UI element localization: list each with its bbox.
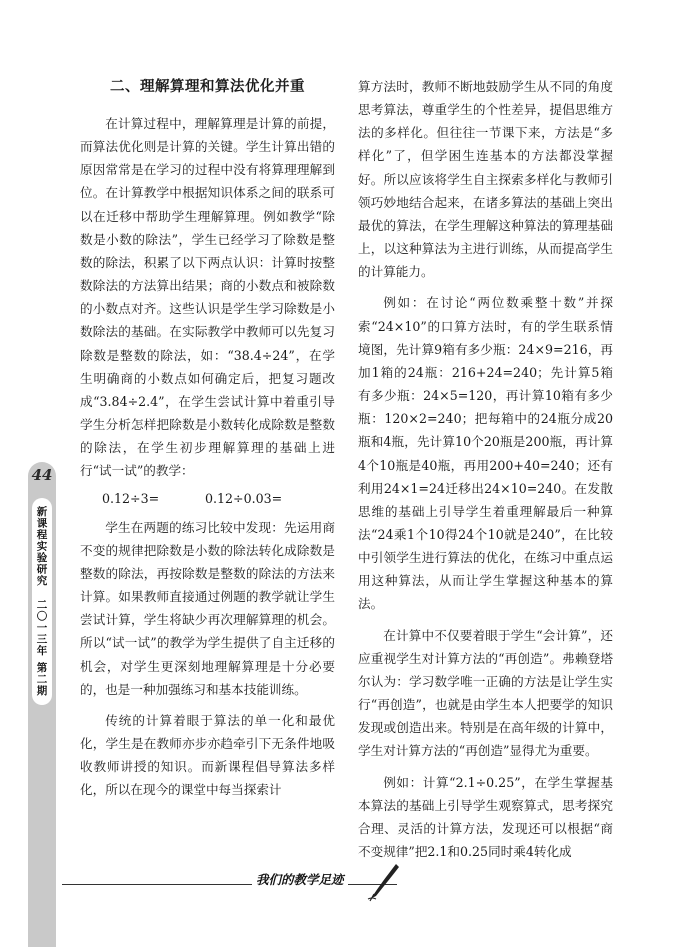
journal-label <box>32 498 52 705</box>
right-paragraph-1: 算方法时，教师不断地鼓励学生从不同的角度思考算法，尊重学生的个性差异，提倡思维方法的多样化。但往往一节课下来，方法是“多样化”了，但学困生连基本的方法都没掌握好。所以应该将学生自主探索多样化与教师引领巧妙地结合起来，在诸多算法的基础上突出最优的算法，在学生理解这种算法的算理基础上，以这种算法为主进行训练，从而提高学生的计算能力。 <box>358 79 613 280</box>
issue-number: 第二期 <box>35 662 48 697</box>
left-paragraph-2: 学生在两题的练习比较中发现：先运用商不变的规律把除数是小数的除法转化成除数是整数的除法，再按除数是整数的除法的方法来计算。如果教师直接通过例题的教学就让学生尝试计算，学生将缺少再次理解算理的机会。所以“试一试”的教学为学生提供了自主迁移的机会，对学生更深刻地理解算理是十分必要的，也是一种加强练习和基本技能训练。 <box>80 519 335 697</box>
formula-line <box>80 487 335 510</box>
left-paragraph-3: 传统的计算着眼于算法的单一化和最优化，学生是在教师亦步亦趋牵引下无条件地吸收教师讲授的知识。而新课程倡导算法多样化，所以在现今的课堂中每当探索计 <box>80 712 335 798</box>
left-column <box>80 112 335 802</box>
formula-2: 0.12÷0.03= <box>205 490 283 506</box>
issue-year: 二〇一三年 <box>35 598 48 656</box>
section-title: 二、理解算理和算法优化并重 <box>110 79 305 95</box>
right-paragraph-2: 例如：在讨论“两位数乘整十数”并探索“24×10”的口算方法时，有的学生联系情境图，先计算9箱有多少瓶：24×9=216，再加1箱的24瓶：216+24=240；先计算5箱有多少瓶：24×5=120，再计算10箱有多少瓶：120×2=240；把每箱中的24瓶分成20瓶和4瓶，先计算10个20瓶是200瓶，再计算4个10瓶是40瓶，再用200+40=240；还有利用24×1=24迁移出24×10=240。在发散思维的基础上引导学生着重理解最后一种算法“24乘1个10得24个10就是240”，在比较中引领学生进行算法的优化，在练习中重点运用这种算法，从而让学生掌握这种基本的算法。 <box>358 295 613 612</box>
side-tab <box>28 462 56 947</box>
formula-1: 0.12÷3= <box>102 490 160 506</box>
footer-column-name: 我们的教学足迹 <box>252 870 348 888</box>
pen-icon <box>366 862 402 902</box>
right-column <box>358 75 613 863</box>
right-paragraph-3: 在计算中不仅要着眼于学生“会计算”，还应重视学生对计算方法的“再创造”。弗赖登塔尔认为：学习数学唯一正确的方法是让学生实行“再创造”，也就是由学生本人把要学的知识发现或创造出来。特别是在高年级的计算中，学生对计算方法的“再创造”显得尤为重要。 <box>358 627 613 759</box>
journal-name: 新课程实验研究 <box>35 506 48 587</box>
page-number: 44 <box>31 466 53 484</box>
left-paragraph-1: 在计算过程中，理解算理是计算的前提，而算法优化则是计算的关键。学生计算出错的原因常常是在学习的过程中没有将算理理解到位。在计算教学中根据知识体系之间的联系可以在迁移中帮助学生理解算理。例如教学“除数是小数的除法”，学生已经学习了除数是整数的除法，积累了以下两点认识：计算时按整数除法的方法算出结果；商的小数点和被除数的小数点对齐。这些认识是学生学习除数是小数除法的基础。在实际教学中教师可以先复习除数是整数的除法，如：“38.4÷24”，在学生明确商的小数点如何确定后，把复习题改成“3.84÷2.4”，在学生尝试计算中着重引导学生分析怎样把除数是小数转化成除数是整数的除法，在学生初步理解算理的基础上进行“试一试”的教学： <box>80 116 335 479</box>
right-paragraph-4: 例如：计算“2.1÷0.25”，在学生掌握基本算法的基础上引导学生观察算式，思考探究合理、灵活的计算方法，发现还可以根据“商不变规律”把2.1和0.25同时乘4转化成 <box>358 774 613 859</box>
